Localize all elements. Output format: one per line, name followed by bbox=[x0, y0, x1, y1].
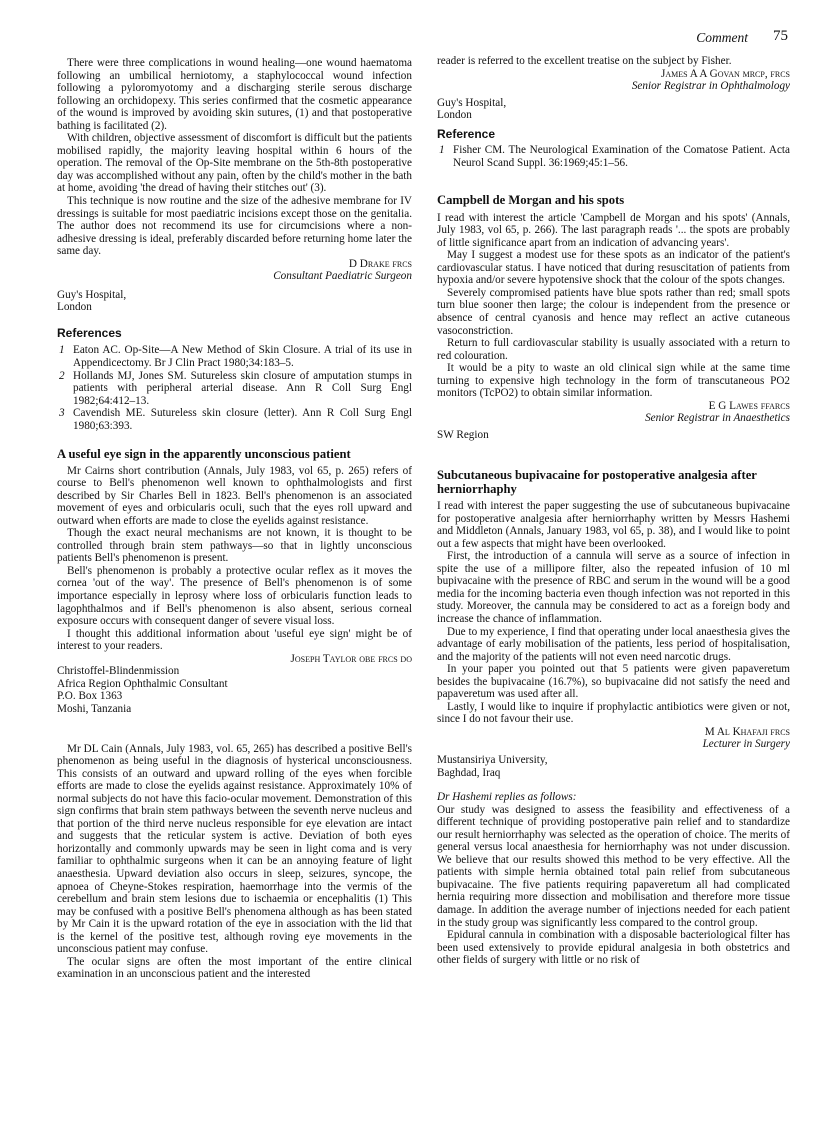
left-column bbox=[57, 57, 412, 981]
ref-text: Cavendish ME. Sutureless skin closure (letter). Ann R Coll Surg Engl 1980;63:393. bbox=[73, 407, 412, 432]
author-role: Lecturer in Surgery bbox=[702, 738, 790, 751]
address-line: Mustansiriya University, bbox=[437, 754, 548, 766]
ref-text: Eaton AC. Op-Site—A New Method of Skin Closure. A trial of its use in Appendicectomy. Br J Clin Pract 1980;34:183–5. bbox=[73, 344, 412, 369]
paragraph: reader is referred to the excellent treatise on the subject by Fisher. bbox=[437, 55, 732, 67]
author-signature: M Al Khafaji frcs bbox=[704, 725, 790, 738]
article-title: Campbell de Morgan and his spots bbox=[437, 193, 625, 208]
references-list bbox=[57, 344, 412, 432]
author-role: Senior Registrar in Ophthalmology bbox=[631, 80, 790, 93]
ref-text: Fisher CM. The Neurological Examination of the Comatose Patient. Acta Neurol Scand Suppl. 36:1969;45:1–56. bbox=[453, 144, 790, 169]
paragraph: Though the exact neural mechanisms are not known, it is thought to be controlled through brain stem pathways—so that in lightly unconscious patients Bell's phenomenon is present. bbox=[57, 527, 412, 565]
address-line: Christoffel-Blindenmission bbox=[57, 665, 180, 678]
author-signature: E G Lawes ffarcs bbox=[708, 399, 790, 412]
ref-number: 2 bbox=[59, 369, 65, 382]
address-line: P.O. Box 1363 bbox=[57, 690, 123, 703]
address-line: Africa Region Ophthalmic Consultant bbox=[57, 677, 228, 690]
paragraph: First, the introduction of a cannula will serve as a source of infection in spite the use of a millipore filter, also the repeated infusion of 10 ml bupivacaine with the presence of RBC and serum in the wound will be a good media for the incoming bacteria even though infection was not reported in this study. Moreover, the cannula may be considered to act as a foreign body and increase the chance of inflammation. bbox=[437, 550, 790, 625]
author-role: Senior Registrar in Anaesthetics bbox=[645, 412, 790, 425]
paragraph: Our study was designed to assess the feasibility and effectiveness of a different technique of providing postoperative pain relief and to standardize our result herniorrhaphy was selected as the operation of choice. The merits of general versus local anaesthesia for herniorrhaphy was not under discussion. We believe that our results showed this method to be very effective. All the patients with simple hernia obtained total pain relief from subcutaneous bupivacaine. The five patients requiring papaveretum all had complicated hernia requiring more dissection and mobilisation and therefore more tissue damage. In addition the average number of injections needed for each patient in the study group was significantly less compared to the control group. bbox=[437, 803, 790, 929]
paragraph: Bell's phenomenon is probably a protective ocular reflex as it moves the cornea 'out of the way'. The presence of Bell's phenomenon is of some importance especially in leprosy where loss of orbicularis function leads to lagophthalmos and if Bell's phenomenon is also absent, serious corneal exposure occurs with consequent danger of severe visual loss. bbox=[57, 564, 412, 628]
address-line: Baghdad, Iraq bbox=[437, 766, 501, 779]
author-signature: James A A Govan mrcp, frcs bbox=[660, 67, 790, 80]
paragraph: Epidural cannula in combination with a disposable bacteriological filter has been used extensively to provide epidural analgesia in both obstetrics and other fields of surgery with little or no risk of bbox=[437, 929, 790, 967]
paragraph: Severely compromised patients have blue spots rather than red; small spots turn blue sooner then large; the colour is independent from the presence or absence of central cyanosis and hence may reflect an active cutaneous vasoconstriction. bbox=[437, 286, 790, 337]
paragraph: May I suggest a modest use for these spots as an indicator of the patient's cardiovascular status. I have noticed that during resuscitation of patients from hypoxia and/or severe hypotensive shock that the colour of the spots changes. bbox=[437, 249, 790, 287]
address-line: Guy's Hospital, bbox=[437, 96, 507, 109]
paragraph: It would be a pity to waste an old clinical sign while at the same time turning to expensive high technology in the form of transcutaneous PO2 monitors (TcPO2) to obtain similar information. bbox=[437, 362, 790, 400]
ref-number: 3 bbox=[59, 407, 65, 420]
author-role: Consultant Paediatric Surgeon bbox=[273, 270, 412, 283]
ref-number: 1 bbox=[439, 144, 445, 157]
address-line: Guy's Hospital, bbox=[57, 288, 127, 301]
author-signature: Joseph Taylor obe frcs do bbox=[290, 652, 412, 665]
paragraph: In your paper you pointed out that 5 patients were given papaveretum besides the bupivacaine (16.7%), so bupivacaine did not satisfy the need and papaveretum was used after all. bbox=[437, 663, 790, 701]
author-address bbox=[437, 97, 790, 122]
paragraph: I thought this additional information about 'useful eye sign' might be of interest to your readers. bbox=[57, 627, 412, 653]
reference-item bbox=[57, 344, 412, 369]
reference-item bbox=[437, 144, 790, 169]
address-line: SW Region bbox=[437, 428, 489, 441]
section-title: Comment bbox=[696, 30, 748, 45]
paragraph: Return to full cardiovascular stability is usually associated with a return to red colouration. bbox=[437, 337, 790, 362]
ref-number: 1 bbox=[59, 344, 65, 357]
ref-text: Hollands MJ, Jones SM. Sutureless skin closure of amputation stumps in patients with peripheral arterial disease. Ann R Coll Surg Engl 1982;64:412–13. bbox=[73, 369, 412, 407]
reference-heading: Reference bbox=[437, 126, 496, 141]
right-column bbox=[437, 55, 790, 967]
paragraph: This technique is now routine and the size of the adhesive membrane for IV dressings is suitable for most paediatric incisions except those on the genitalia. The author does not recommend its use for circumcisions where a non-adhesive dressing is ideal, preferably discarded before returning home later the same day. bbox=[57, 195, 412, 258]
author-signature: D Drake frcs bbox=[348, 257, 412, 270]
paragraph: I read with interest the article 'Campbell de Morgan and his spots' (Annals, July 1983, vol 65, p. 266). The last paragraph reads '... the spots are probably of little significance apart from an indication of advancing years'. bbox=[437, 211, 790, 249]
references-heading: References bbox=[57, 325, 122, 340]
paragraph: Mr DL Cain (Annals, July 1983, vol. 65, 265) has described a positive Bell's phenomenon as being useful in the diagnosis of hysterical unconsciousness. This consists of an outward and upward rolling of the eyes when forcible efforts are made to close the eyelids against resistance. Approximately 10% of normal subjects do not have this facio-ocular movement. Demonstration of this sign confirms that brain stem pathways between the seventh nerve nucleus and that portion of the third nerve nucleus responsible for eye elevation are intact and suggests that the reticular system is active. Deviation of both eyes horizontally and commonly upwards may be seen in light coma and is very familiar to ophthalmic surgeons when it can be an annoying feature of light anaesthesia. Upward deviation also occurs in sleep, seizures, syncope, the apnoea of Cheyne-Stokes respiration, haemorrhage into the vermis of the cerebellum and brain stem lesions due to ischaemia or encephalitis (1) This may be confused with a positive Bell's phenomena although as has been stated by Mr Cain it is the upward rotation of the eye in association with the lid that is the kernel of the positive test, although roving eye movements in the unconscious patient may confuse. bbox=[57, 742, 412, 956]
paragraph: There were three complications in wound healing—one wound haematoma following an umbilical herniotomy, a staphylococcal wound infection following a pyloromyotomy and a discharging sterile serous discharge following an orchidopexy. This series confirmed that the cosmetic appearance of the wound is improved by avoiding skin sutures, (1) and that postoperative bathing is facilitated (2). bbox=[57, 57, 412, 132]
paragraph: Lastly, I would like to inquire if prophylactic antibiotics were given or not, since I do not favour their use. bbox=[437, 700, 790, 726]
article-title: Subcutaneous bupivacaine for postoperative analgesia after herniorrhaphy bbox=[437, 468, 757, 496]
address-line: London bbox=[57, 301, 92, 314]
paragraph: I read with interest the paper suggesting the use of subcutaneous bupivacaine for postoperative analgesia after herniorrhaphy written by Messrs Hashemi and Middleton (Annals, January 1983, vol 65, p. 38), and I would like to point out a few aspects that might have been overlooked. bbox=[437, 500, 790, 550]
paragraph: The ocular signs are often the most important of the entire clinical examination in an unconscious patient and the interested bbox=[57, 955, 412, 981]
author-address bbox=[437, 754, 790, 779]
reference-item bbox=[57, 407, 412, 432]
article-title: A useful eye sign in the apparently unconscious patient bbox=[57, 447, 351, 462]
paragraph: Due to my experience, I find that operating under local anaesthesia gives the advantage of early mobilisation of the patients, less period of hospitalisation, and the majority of the patients will not even need narcotic drugs. bbox=[437, 625, 790, 663]
author-address bbox=[57, 289, 412, 314]
reply-heading: Dr Hashemi replies as follows: bbox=[437, 791, 577, 804]
running-header bbox=[58, 30, 788, 50]
reference-item bbox=[57, 370, 412, 408]
author-address bbox=[57, 665, 412, 715]
paragraph: With children, objective assessment of discomfort is difficult but the patients mobilised rapidly, the majority leaving hospital within 6 hours of the operation. The removal of the Op-Site membrane on the 5th-8th postoperative day was accomplished without any pain, often by the child's mother in the bath at home, avoiding 'the dread of having their stitches out' (3). bbox=[57, 132, 412, 195]
address-line: London bbox=[437, 109, 472, 122]
author-address bbox=[437, 429, 790, 442]
paragraph: Mr Cairns short contribution (Annals, July 1983, vol 65, p. 265) refers of course to Bell's phenomenon well known to ophthalmologists and first described by Sir Charles Bell in 1823. Bell's phenomenon is an associated movement of eyes and orbicularis oculi, such that the eyes roll upward and outward when efforts are made to close the eyelids against resistance. bbox=[57, 464, 412, 527]
page-number: 75 bbox=[773, 28, 788, 44]
address-line: Moshi, Tanzania bbox=[57, 702, 132, 715]
